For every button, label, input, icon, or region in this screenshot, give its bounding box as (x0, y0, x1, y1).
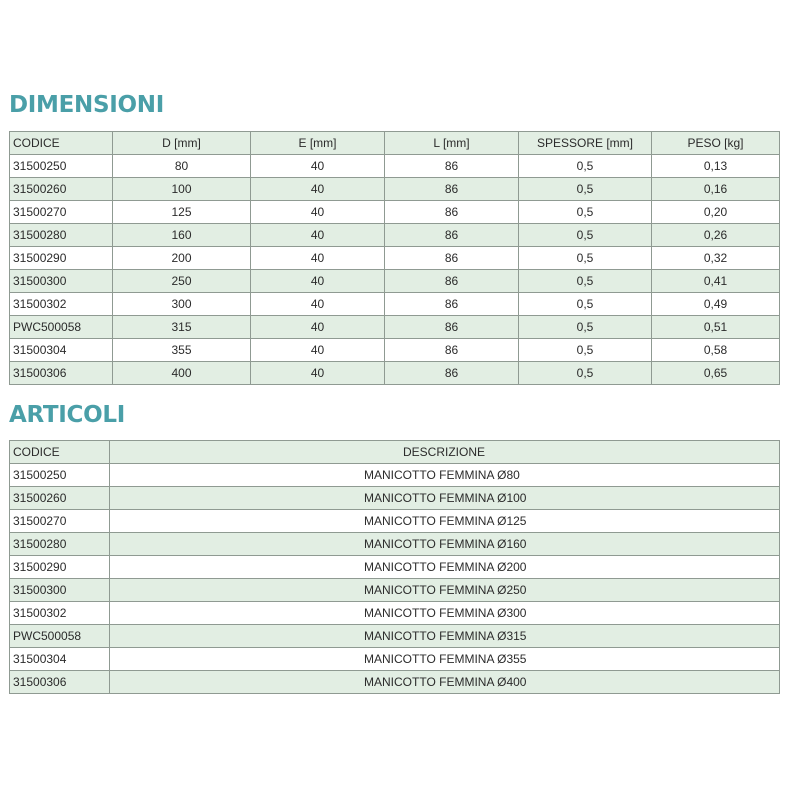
cell-spessore: 0,5 (519, 201, 652, 224)
cell-codice: 31500290 (10, 247, 113, 270)
cell-d: 100 (113, 178, 251, 201)
cell-d: 160 (113, 224, 251, 247)
table-row (10, 487, 780, 510)
table-row (10, 201, 780, 224)
cell-l: 86 (385, 362, 519, 385)
cell-l: 86 (385, 247, 519, 270)
cell-d: 80 (113, 155, 251, 178)
dimensioni-header-row (10, 132, 780, 155)
cell-l: 86 (385, 316, 519, 339)
cell-codice: 31500304 (10, 339, 113, 362)
table-row (10, 602, 780, 625)
cell-d: 315 (113, 316, 251, 339)
cell-spessore: 0,5 (519, 224, 652, 247)
cell-spessore: 0,5 (519, 339, 652, 362)
header-descrizione: DESCRIZIONE (110, 441, 780, 464)
cell-l: 86 (385, 201, 519, 224)
cell-peso: 0,58 (652, 339, 780, 362)
cell-e: 40 (251, 316, 385, 339)
table-row (10, 625, 780, 648)
cell-peso: 0,65 (652, 362, 780, 385)
cell-e: 40 (251, 178, 385, 201)
table-row (10, 339, 780, 362)
cell-descrizione: MANICOTTO FEMMINA Ø125 (110, 510, 780, 533)
header-l: L [mm] (385, 132, 519, 155)
cell-spessore: 0,5 (519, 247, 652, 270)
cell-d: 125 (113, 201, 251, 224)
cell-peso: 0,16 (652, 178, 780, 201)
cell-spessore: 0,5 (519, 293, 652, 316)
table-row (10, 648, 780, 671)
cell-codice: 31500306 (10, 362, 113, 385)
table-row (10, 178, 780, 201)
cell-descrizione: MANICOTTO FEMMINA Ø400 (110, 671, 780, 694)
cell-codice: 31500260 (10, 487, 110, 510)
table-row (10, 270, 780, 293)
cell-codice: 31500304 (10, 648, 110, 671)
cell-e: 40 (251, 362, 385, 385)
cell-e: 40 (251, 224, 385, 247)
cell-peso: 0,20 (652, 201, 780, 224)
table-row (10, 556, 780, 579)
cell-codice: 31500302 (10, 293, 113, 316)
cell-peso: 0,49 (652, 293, 780, 316)
cell-codice: 31500270 (10, 510, 110, 533)
cell-descrizione: MANICOTTO FEMMINA Ø100 (110, 487, 780, 510)
cell-l: 86 (385, 178, 519, 201)
header-spessore: SPESSORE [mm] (519, 132, 652, 155)
cell-codice: PWC500058 (10, 316, 113, 339)
cell-d: 250 (113, 270, 251, 293)
dimensioni-title: DIMENSIONI (9, 92, 164, 118)
cell-l: 86 (385, 155, 519, 178)
cell-descrizione: MANICOTTO FEMMINA Ø200 (110, 556, 780, 579)
cell-d: 355 (113, 339, 251, 362)
cell-d: 400 (113, 362, 251, 385)
header-e: E [mm] (251, 132, 385, 155)
cell-codice: 31500290 (10, 556, 110, 579)
cell-peso: 0,51 (652, 316, 780, 339)
cell-descrizione: MANICOTTO FEMMINA Ø300 (110, 602, 780, 625)
table-row (10, 362, 780, 385)
cell-e: 40 (251, 247, 385, 270)
table-row (10, 155, 780, 178)
header-codice: CODICE (10, 441, 110, 464)
cell-e: 40 (251, 201, 385, 224)
table-row (10, 464, 780, 487)
dimensioni-table (9, 131, 780, 385)
cell-descrizione: MANICOTTO FEMMINA Ø160 (110, 533, 780, 556)
cell-codice: 31500280 (10, 224, 113, 247)
cell-codice: 31500280 (10, 533, 110, 556)
cell-peso: 0,32 (652, 247, 780, 270)
cell-codice: 31500300 (10, 579, 110, 602)
cell-peso: 0,41 (652, 270, 780, 293)
table-row (10, 510, 780, 533)
header-peso: PESO [kg] (652, 132, 780, 155)
cell-l: 86 (385, 293, 519, 316)
table-row (10, 533, 780, 556)
cell-spessore: 0,5 (519, 155, 652, 178)
cell-codice: 31500270 (10, 201, 113, 224)
cell-codice: 31500300 (10, 270, 113, 293)
table-row (10, 316, 780, 339)
cell-peso: 0,13 (652, 155, 780, 178)
cell-e: 40 (251, 339, 385, 362)
cell-descrizione: MANICOTTO FEMMINA Ø355 (110, 648, 780, 671)
cell-l: 86 (385, 224, 519, 247)
cell-codice: 31500302 (10, 602, 110, 625)
table-row (10, 247, 780, 270)
articoli-header-row (10, 441, 780, 464)
cell-descrizione: MANICOTTO FEMMINA Ø250 (110, 579, 780, 602)
articoli-title: ARTICOLI (9, 402, 125, 428)
cell-codice: 31500306 (10, 671, 110, 694)
header-d: D [mm] (113, 132, 251, 155)
cell-codice: 31500250 (10, 464, 110, 487)
cell-e: 40 (251, 293, 385, 316)
table-row (10, 579, 780, 602)
table-row (10, 224, 780, 247)
cell-d: 200 (113, 247, 251, 270)
cell-descrizione: MANICOTTO FEMMINA Ø80 (110, 464, 780, 487)
cell-peso: 0,26 (652, 224, 780, 247)
articoli-table (9, 440, 780, 694)
table-row (10, 293, 780, 316)
cell-spessore: 0,5 (519, 362, 652, 385)
cell-descrizione: MANICOTTO FEMMINA Ø315 (110, 625, 780, 648)
cell-e: 40 (251, 270, 385, 293)
cell-spessore: 0,5 (519, 316, 652, 339)
cell-codice: 31500260 (10, 178, 113, 201)
cell-spessore: 0,5 (519, 270, 652, 293)
cell-e: 40 (251, 155, 385, 178)
cell-l: 86 (385, 339, 519, 362)
cell-l: 86 (385, 270, 519, 293)
table-row (10, 671, 780, 694)
header-codice: CODICE (10, 132, 113, 155)
cell-d: 300 (113, 293, 251, 316)
cell-codice: 31500250 (10, 155, 113, 178)
cell-codice: PWC500058 (10, 625, 110, 648)
cell-spessore: 0,5 (519, 178, 652, 201)
